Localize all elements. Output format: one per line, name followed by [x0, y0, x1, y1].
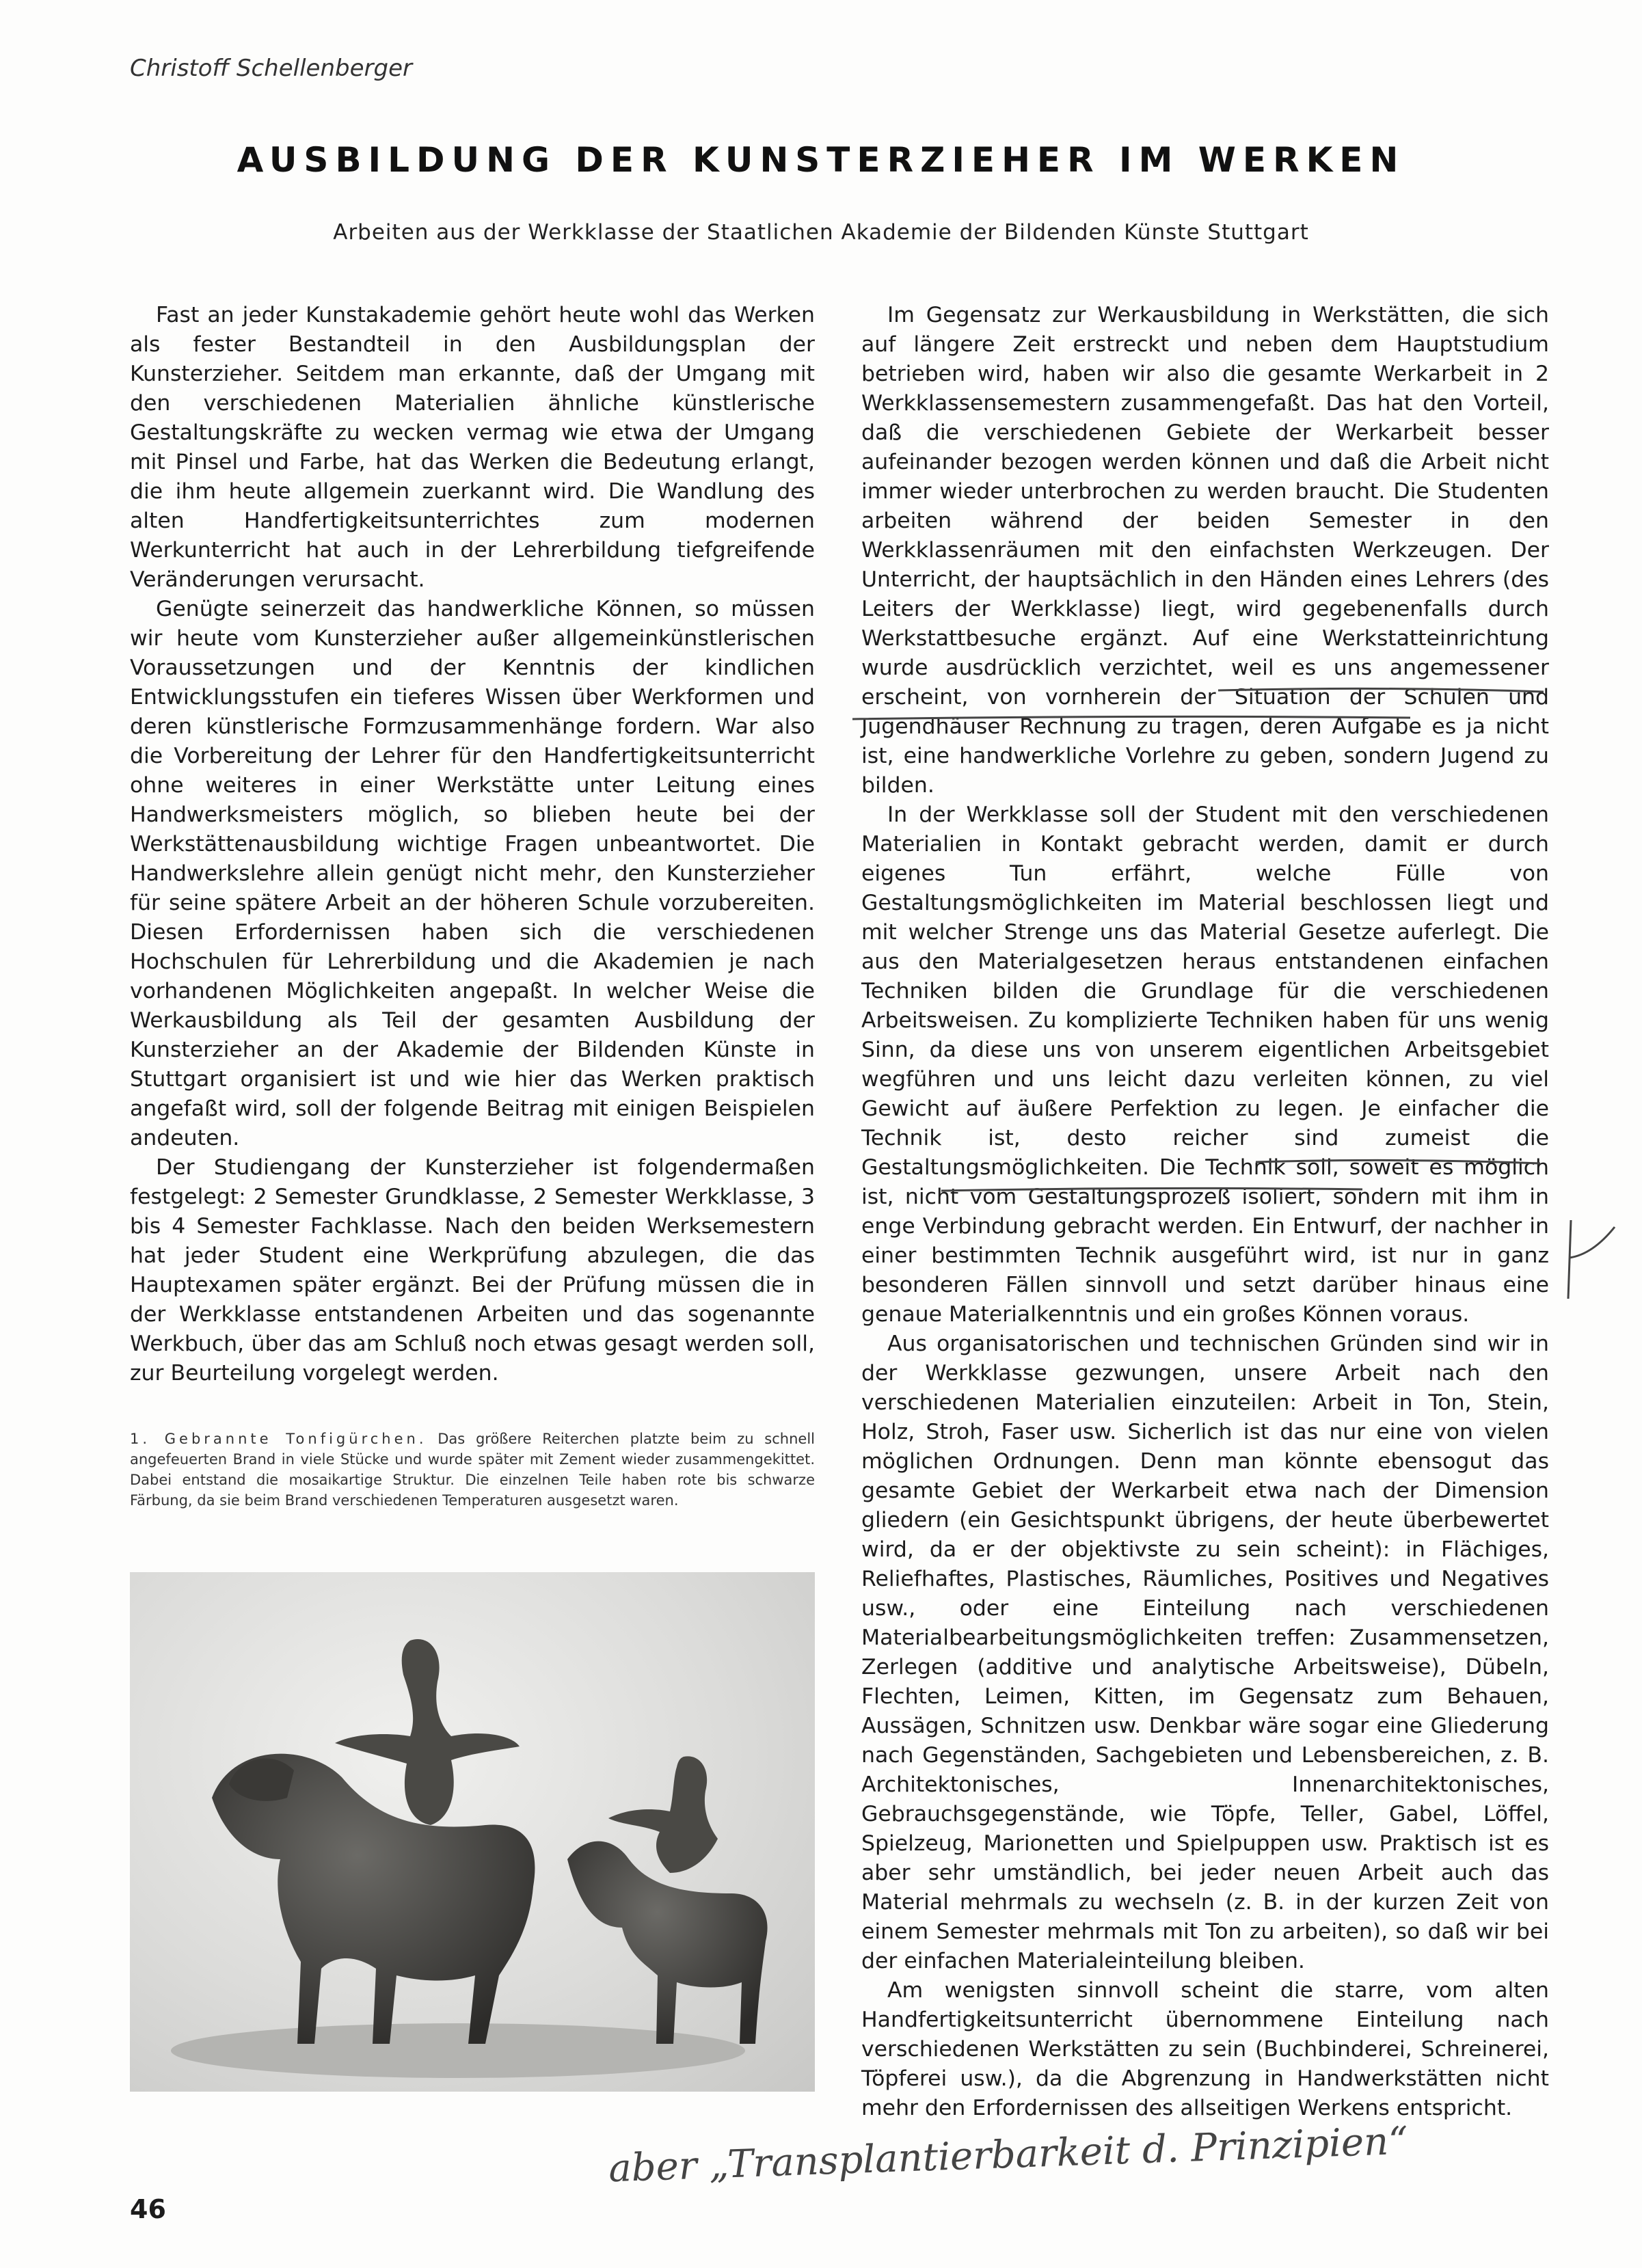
margin-bracket-mark: [1565, 1217, 1620, 1306]
page-number: 46: [130, 2194, 166, 2224]
pencil-underline-1: [1217, 684, 1545, 697]
paragraph: In der Werkklasse soll der Student mit den verschiedenen Materialien in Kontakt gebracht werden, damit er durch eigenes Tun erfährt, welche Fülle von Gestaltungsmöglichkeiten im Material beschlossen liegt und mit welcher Strenge uns das Material Gesetze auferlegt. Die aus den Materialgesetzen heraus entstandenen einfachen Techniken bilden die Grundlage für die verschiedenen Arbeitsweisen. Zu komplizierte Techniken haben für uns wenig Sinn, da diese uns von unserem eigentlichen Arbeitsgebiet wegführen und uns leicht dazu verleiten können, zu viel Gewicht auf äußere Perfektion zu legen. Je einfacher die Technik ist, desto reicher sind zumeist die Gestaltungsmöglichkeiten. Die Technik soll, soweit es möglich ist, nicht vom Gestaltungsprozeß isoliert, sondern mit ihm in enge Verbindung gebracht werden. Ein Entwurf, der nachher in einer bestimmten Technik ausgeführt wird, ist nur in ganz besonderen Fällen sinnvoll und setzt darüber hinaus eine genaue Materialkenntnis und ein großes Können voraus.: [861, 802, 1549, 1327]
paragraph: Genügte seinerzeit das handwerkliche Können, so müssen wir heute vom Kunsterzieher außer allgemeinkünstlerischen Voraussetzungen und der Kenntnis der kindlichen Entwicklungsstufen ein tieferes Wissen über Werkformen und deren künstlerische Formzusammenhänge fordern. War also die Vorbereitung der Lehrer für den Handfertigkeitsunterricht ohne weiteres in einer Werkstätte unter Leitung eines Handwerksmeisters möglich, so blieben heute bei der Werkstättenausbildung wichtige Fragen unbeantwortet. Die Handwerkslehre allein genügt nicht mehr, den Kunsterzieher für seine spätere Arbeit an der höheren Schule vorzubereiten. Diesen Erfordernissen haben sich die verschiedenen Hochschulen für Lehrerbildung und die Akademien je nach vorhandenen Möglichkeiten angepaßt. In welcher Weise die Werkausbildung als Teil der gesamten Ausbildung der Kunsterzieher an der Akademie der Bildenden Künste in Stuttgart organisiert ist und wie hier das Werken praktisch angefaßt wird, soll der folgende Beitrag mit einigen Beispielen andeuten.: [130, 597, 815, 1150]
pencil-underline-2: [851, 711, 1412, 725]
left-column: [130, 301, 815, 1388]
clay-figurines-photo: [130, 1572, 815, 2092]
right-column: [861, 301, 1549, 2123]
clay-figurines-illustration: [130, 1572, 815, 2092]
article-subtitle: Arbeiten aus der Werkklasse der Staatlichen Akademie der Bildenden Künste Stuttgart: [333, 220, 1309, 245]
article-title: AUSBILDUNG DER KUNSTERZIEHER IM WERKEN: [237, 140, 1405, 180]
pencil-underline-3: [1254, 1155, 1542, 1169]
pencil-underline-4: [940, 1183, 1364, 1196]
figure-caption: [130, 1429, 815, 1511]
paragraph: Im Gegensatz zur Werkausbildung in Werkstätten, die sich auf längere Zeit erstreckt und neben dem Hauptstudium betrieben wird, haben wir also die gesamte Werkarbeit in 2 Werkklassensemestern zusammengefaßt. Das hat den Vorteil, daß die verschiedenen Gebiete der Werkarbeit besser aufeinander bezogen werden können und daß die Arbeit nicht immer wieder unterbrochen zu werden braucht. Die Studenten arbeiten während der beiden Semester in den Werkklassenräumen mit den einfachsten Werkzeugen. Der Unterricht, der hauptsächlich in den Händen eines Lehrers (des Leiters der Werkklasse) liegt, wird gegebenenfalls durch Werkstattbesuche ergänzt. Auf eine Werkstatteinrichtung wurde ausdrücklich verzichtet, weil es uns angemessener erscheint, von vornherein der Situation der Schulen und Jugendhäuser Rechnung zu tragen, deren Aufgabe es ja nicht ist, eine handwerkliche Vorlehre zu geben, sondern Jugend zu bilden.: [861, 303, 1549, 798]
paragraph: Fast an jeder Kunstakademie gehört heute wohl das Werken als fester Bestandteil in den Ausbildungsplan der Kunsterzieher. Seitdem man erkannte, daß der Umgang mit den verschiedenen Materialien ähnliche künstlerische Gestaltungskräfte zu wecken vermag wie etwa der Umgang mit Pinsel und Farbe, hat das Werken die Bedeutung erlangt, die ihm heute allgemein zuerkannt wird. Die Wandlung des alten Handfertigkeitsunterrichtes zum modernen Werkunterricht hat auch in der Lehrerbildung tiefgreifende Veränderungen verursacht.: [130, 303, 815, 592]
paragraph: Der Studiengang der Kunsterzieher ist folgendermaßen festgelegt: 2 Semester Grundklasse, 2 Semester Werkklasse, 3 bis 4 Semester Fachklasse. Nach den beiden Werksemestern hat jeder Student eine Werkprüfung abzulegen, die das Hauptexamen später ergänzt. Bei der Prüfung müssen die in der Werkklasse entstandenen Arbeiten und das sogenannte Werkbuch, über das am Schluß noch etwas gesagt werden soll, zur Beurteilung vorgelegt werden.: [130, 1155, 815, 1386]
paragraph: Am wenigsten sinnvoll scheint die starre, vom alten Handfertigkeitsunterricht übernommene Einteilung nach verschiedenen Werkstätten zu sein (Buchbinderei, Schreinerei, Töpferei usw.), da die Abgrenzung in Handwerkstätten nicht mehr den Erfordernissen des allseitigen Werkens entspricht.: [861, 1978, 1549, 2120]
paragraph: Aus organisatorischen und technischen Gründen sind wir in der Werkklasse gezwungen, unsere Arbeit nach den verschiedenen Materialien einzuteilen: Arbeit in Ton, Stein, Holz, Stroh, Faser usw. Sicherlich ist das nur eine von vielen möglichen Ordnungen. Denn man könnte ebensogut das gesamte Gebiet der Werkarbeit etwa nach der Dimension gliedern (ein Gesichtspunkt übrigens, der heute überbewertet wird, da er der objektivste zu sein scheint): in Flächiges, Reliefhaftes, Plastisches, Räumliches, Positives und Negatives usw., oder eine Einteilung nach verschiedenen Materialbearbeitungsmöglichkeiten treffen: Zusammensetzen, Zerlegen (additive und analytische Arbeitsweise), Dübeln, Flechten, Leimen, Kitten, im Gegensatz zum Behauen, Aussägen, Schnitzen usw. Denkbar wäre sogar eine Gliederung nach Gegenständen, Sachgebieten und Lebensbereichen, z. B. Architektonisches, Innenarchitektonisches, Gebrauchsgegenstände, wie Töpfe, Teller, Gabel, Löffel, Spielzeug, Marionetten und Spielpuppen usw. Praktisch ist es aber sehr umständlich, bei jeder neuen Arbeit auch das Material mehrmals zu wechseln (z. B. in der kurzen Zeit von einem Semester mehrmals mit Ton zu arbeiten), so daß wir bei der einfachen Materialeinteilung bleiben.: [861, 1332, 1549, 1973]
caption-number: 1. Gebrannte Tonfigürchen.: [130, 1431, 427, 1447]
author-name: Christoff Schellenberger: [130, 55, 412, 82]
handwritten-note: aber „Transplantierbarkeit d. Prinzipien“: [608, 2118, 1409, 2191]
caption-text: Das größere Reiterchen platzte beim zu schnell angefeuerten Brand in viele Stücke und wurde später mit Zement wieder zusammengekittet. Dabei entstand die mosaikartige Struktur. Die einzelnen Teile haben rote bis schwarze Färbung, da sie beim Brand verschiedenen Temperaturen ausgesetzt waren.: [130, 1431, 815, 1509]
